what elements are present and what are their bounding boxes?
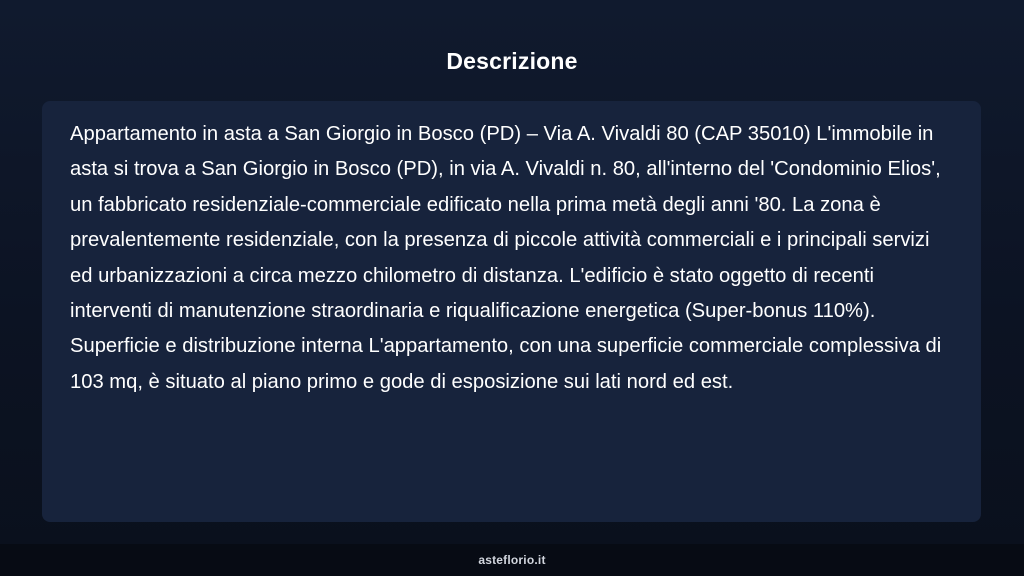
- page-title: Descrizione: [446, 48, 578, 74]
- footer-bar: [0, 544, 1024, 576]
- footer-site-label: asteflorio.it: [478, 553, 546, 567]
- description-text: Appartamento in asta a San Giorgio in Bosco (PD) – Via A. Vivaldi 80 (CAP 35010) L'immobile in asta si trova a San Giorgio in Bosco (PD), in via A. Vivaldi n. 80, all'interno del 'Condominio Elios', un fabbricato residenziale-commerciale edificato nella prima metà degli anni '80. La zona è prevalentemente residenziale, con la presenza di piccole attività commerciali e i principali servizi ed urbanizzazioni a circa mezzo chilometro di distanza. L'edificio è stato oggetto di recenti interventi di manutenzione straordinaria e riqualificazione energetica (Super-bonus 110%). Superficie e distribuzione interna L'appartamento, con una superficie commerciale complessiva di 103 mq, è situato al piano primo e gode di esposizione sui lati nord ed est.: [70, 123, 942, 393]
- description-card: [42, 101, 981, 522]
